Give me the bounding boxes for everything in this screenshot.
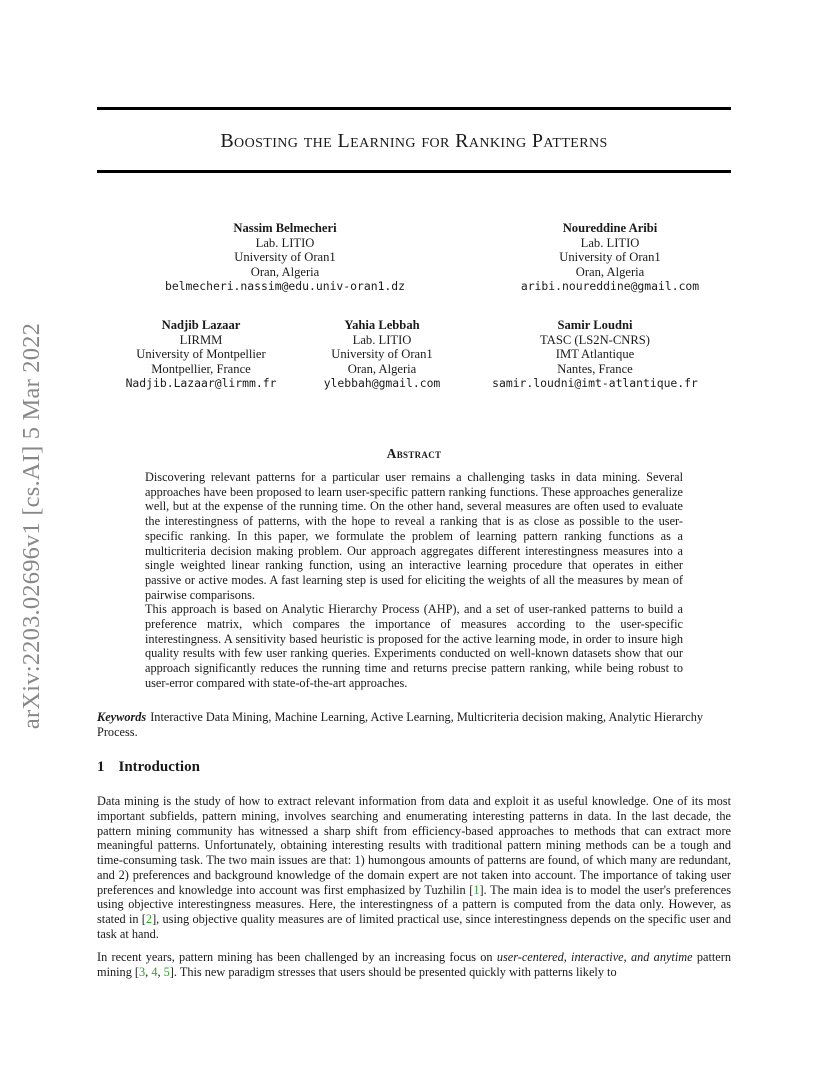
author-email[interactable]: Nadjib.Lazaar@lirmm.fr bbox=[125, 376, 277, 391]
author-affiliation: Montpellier, France bbox=[151, 361, 251, 376]
citation-separator: , bbox=[145, 964, 152, 979]
section-heading bbox=[97, 759, 200, 776]
citation-link[interactable]: 1 bbox=[473, 882, 480, 897]
author-affiliation: University of Montpellier bbox=[136, 347, 266, 362]
author-email[interactable]: samir.loudni@imt-atlantique.fr bbox=[492, 376, 698, 391]
author-affiliation: University of Oran1 bbox=[234, 250, 336, 265]
body-paragraph bbox=[97, 950, 731, 980]
author-block bbox=[466, 318, 724, 391]
author-name: Nadjib Lazaar bbox=[161, 318, 241, 332]
author-affiliation: University of Oran1 bbox=[559, 250, 661, 265]
abstract-body bbox=[145, 470, 683, 691]
author-block bbox=[105, 318, 297, 391]
citation-link[interactable]: 5 bbox=[163, 964, 170, 979]
author-affiliation: Lab. LITIO bbox=[580, 235, 640, 250]
author-block bbox=[130, 221, 440, 294]
author-name: Noureddine Aribi bbox=[562, 221, 658, 235]
author-affiliation: LIRMM bbox=[179, 332, 223, 347]
author-affiliation: Lab. LITIO bbox=[352, 332, 412, 347]
paragraph-text: In recent years, pattern mining has been challenged by an increasing focus on bbox=[97, 950, 497, 964]
citation-link[interactable]: 4 bbox=[151, 964, 158, 979]
author-name: Yahia Lebbah bbox=[344, 318, 420, 332]
keywords bbox=[97, 710, 731, 739]
author-affiliation: Oran, Algeria bbox=[347, 361, 417, 376]
paragraph-text: ]. The main idea is to model the user's preferences using objective interestingness measures. Here, the interestingness of a pattern is computed from the data only. However, as stated in [ bbox=[97, 882, 731, 926]
author-affiliation: IMT Atlantique bbox=[555, 347, 635, 362]
author-affiliation: Oran, Algeria bbox=[250, 264, 320, 279]
author-email[interactable]: belmecheri.nassim@edu.univ-oran1.dz bbox=[164, 279, 406, 294]
author-affiliation: Nantes, France bbox=[557, 361, 633, 376]
paragraph-text: pattern mining [ bbox=[97, 950, 731, 979]
section-number: 1 bbox=[97, 759, 105, 775]
citation-link[interactable]: 2 bbox=[145, 912, 153, 926]
paragraph-text: ], using objective quality measures are of limited practical use, since interestingness depends on the specific user and task at hand. bbox=[97, 912, 731, 941]
author-affiliation: Oran, Algeria bbox=[575, 264, 645, 279]
author-affiliation: Lab. LITIO bbox=[255, 235, 315, 250]
abstract-paragraph: Discovering relevant patterns for a particular user remains a challenging tasks in data mining. Several approaches have been proposed to learn user-specific pattern ranking functions. These approaches generalize well, but at the expense of the running time. On the other hand, several measures are often used to evaluate the interestingness of patterns, with the hope to reveal a ranking that is as close as possible to the user-specific ranking. In this paper, we formulate the problem of learning pattern ranking functions as a multicriteria decision making problem. Our approach aggregates different interestingness measures into a single weighted linear ranking function, using an interactive learning procedure that operates in either passive or active modes. A fast learning step is used for eliciting the weights of all the measures by mean of pairwise comparisons. bbox=[145, 470, 683, 602]
author-name: Nassim Belmecheri bbox=[233, 221, 337, 235]
author-email[interactable]: aribi.noureddine@gmail.com bbox=[520, 279, 700, 294]
paper-title: Boosting the Learning for Ranking Patterns bbox=[220, 130, 608, 152]
author-affiliation: University of Oran1 bbox=[331, 347, 433, 362]
arxiv-identifier: arXiv:2203.02696v1 [cs.AI] 5 Mar 2022 bbox=[18, 322, 46, 730]
abstract-paragraph: This approach is based on Analytic Hierarchy Process (AHP), and a set of user-ranked patterns to build a preference matrix, which compares the importance of measures according to the user-specific interestingness. A sensitivity based heuristic is proposed for the active learning mode, in order to insure high quality results with few user ranking queries. Experiments conducted on well-known datasets show that our approach significantly reduces the running time and returns precise pattern ranking, while being robust to user-error compared with state-of-the-art approaches. bbox=[145, 602, 683, 690]
paragraph-text: Data mining is the study of how to extract relevant information from data and exploit it as useful knowledge. One of its most important subfields, pattern mining, involves searching and enumerating interesting patterns in data. In the last decade, the pattern mining community has witnessed a sharp shift from efficiency-based approaches to methods that can extract more meaningful patterns. Unfortunately, obtaining interesting results with traditional pattern mining methods can be a tough and time-consuming task. The two main issues are that: 1) humongous amounts of patterns are found, of which many are redundant, and 2) preferences and background knowledge of the domain expert are not taken into account. The importance of taking user preferences and knowledge into account was first emphasized by Tuzhilin [ bbox=[97, 794, 731, 897]
title-top-rule bbox=[97, 107, 731, 110]
emphasized-text: user-centered, interactive, and anytime bbox=[496, 950, 693, 964]
paragraph-text: ]. This new paradigm stresses that users should be presented quickly with patterns likely to bbox=[169, 964, 617, 979]
author-name: Samir Loudni bbox=[557, 318, 633, 332]
body-paragraph bbox=[97, 794, 731, 942]
author-block bbox=[303, 318, 461, 391]
author-affiliation: TASC (LS2N-CNRS) bbox=[540, 332, 650, 347]
keywords-text: Interactive Data Mining, Machine Learning, Active Learning, Multicriteria decision making, Analytic Hierarchy Process. bbox=[97, 710, 704, 739]
abstract-heading: Abstract bbox=[386, 446, 442, 461]
title-bottom-rule bbox=[97, 170, 731, 173]
citation-link[interactable]: 3 bbox=[139, 964, 146, 979]
citation-separator: , bbox=[157, 964, 164, 979]
author-email[interactable]: ylebbah@gmail.com bbox=[323, 376, 441, 391]
author-block bbox=[460, 221, 760, 294]
arxiv-side-stamp bbox=[6, 296, 58, 756]
keywords-label: Keywords bbox=[97, 710, 147, 724]
section-title: Introduction bbox=[118, 759, 200, 775]
